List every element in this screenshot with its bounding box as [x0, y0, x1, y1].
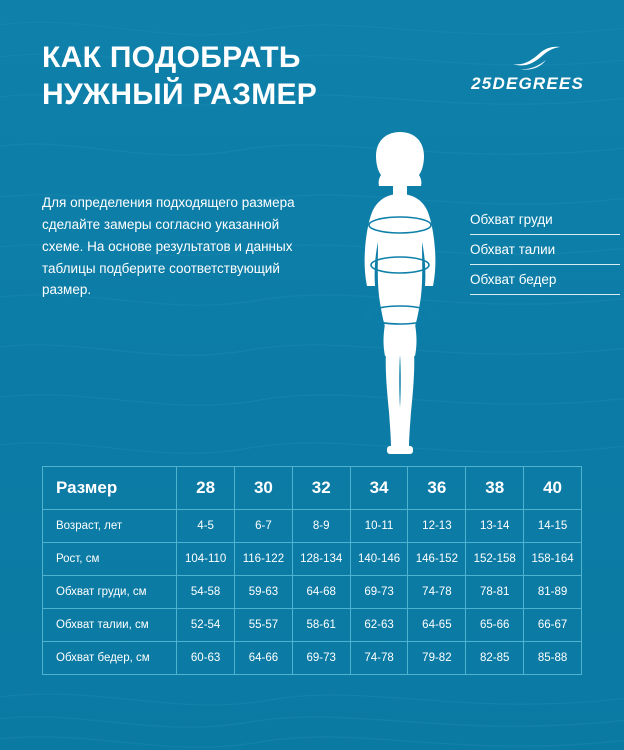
cell: 66-67 — [524, 609, 582, 642]
cell: 59-63 — [235, 576, 293, 609]
row-label: Обхват груди, см — [43, 576, 177, 609]
cell: 64-66 — [235, 642, 293, 675]
intro-paragraph: Для определения подходящего размера сделайте замеры согласно указанной схеме. На основе результатов и данных таблицы подберите соответствующий размер. — [42, 195, 295, 298]
row-label: Возраст, лет — [43, 510, 177, 543]
female-body-silhouette-icon — [335, 130, 465, 460]
cell: 64-65 — [408, 609, 466, 642]
wave-logo-icon — [510, 44, 562, 70]
cell: 104-110 — [177, 543, 235, 576]
size-table — [42, 466, 582, 675]
callout-divider — [470, 294, 620, 295]
cell: 58-61 — [292, 609, 350, 642]
cell: 74-78 — [350, 642, 408, 675]
table-row — [43, 543, 582, 576]
table-row — [43, 642, 582, 675]
cell: 74-78 — [408, 576, 466, 609]
cell: 158-164 — [524, 543, 582, 576]
cell: 4-5 — [177, 510, 235, 543]
cell: 152-158 — [466, 543, 524, 576]
table-header-label: Размер — [43, 467, 177, 510]
measurement-callouts — [470, 205, 620, 295]
cell: 10-11 — [350, 510, 408, 543]
cell: 8-9 — [292, 510, 350, 543]
table-header-size: 36 — [408, 467, 466, 510]
cell: 64-68 — [292, 576, 350, 609]
callout-waist: Обхват талии — [470, 242, 556, 257]
page-title: КАК ПОДОБРАТЬ НУЖНЫЙ РАЗМЕР — [42, 41, 318, 111]
brand-logo — [424, 44, 584, 100]
intro-text — [42, 192, 322, 301]
body-figure — [335, 130, 465, 460]
cell: 52-54 — [177, 609, 235, 642]
cell: 60-63 — [177, 642, 235, 675]
cell: 62-63 — [350, 609, 408, 642]
cell: 6-7 — [235, 510, 293, 543]
row-label: Обхват бедер, см — [43, 642, 177, 675]
cell: 65-66 — [466, 609, 524, 642]
cell: 146-152 — [408, 543, 466, 576]
table-header-size: 30 — [235, 467, 293, 510]
cell: 82-85 — [466, 642, 524, 675]
callout-hips: Обхват бедер — [470, 272, 557, 287]
cell: 13-14 — [466, 510, 524, 543]
cell: 116-122 — [235, 543, 293, 576]
cell: 128-134 — [292, 543, 350, 576]
logo-text: 25DEGREES — [471, 74, 584, 93]
cell: 69-73 — [350, 576, 408, 609]
cell: 79-82 — [408, 642, 466, 675]
table-header-size: 40 — [524, 467, 582, 510]
table-header-row — [43, 467, 582, 510]
row-label: Обхват талии, см — [43, 609, 177, 642]
cell: 14-15 — [524, 510, 582, 543]
cell: 69-73 — [292, 642, 350, 675]
cell: 12-13 — [408, 510, 466, 543]
size-table-wrapper — [42, 466, 582, 675]
table-row — [43, 576, 582, 609]
table-row — [43, 510, 582, 543]
cell: 81-89 — [524, 576, 582, 609]
table-header-size: 28 — [177, 467, 235, 510]
table-header-size: 38 — [466, 467, 524, 510]
table-row — [43, 609, 582, 642]
table-header-size: 32 — [292, 467, 350, 510]
cell: 140-146 — [350, 543, 408, 576]
cell: 85-88 — [524, 642, 582, 675]
cell: 54-58 — [177, 576, 235, 609]
row-label: Рост, см — [43, 543, 177, 576]
callout-chest: Обхват груди — [470, 212, 553, 227]
cell: 78-81 — [466, 576, 524, 609]
cell: 55-57 — [235, 609, 293, 642]
table-header-size: 34 — [350, 467, 408, 510]
